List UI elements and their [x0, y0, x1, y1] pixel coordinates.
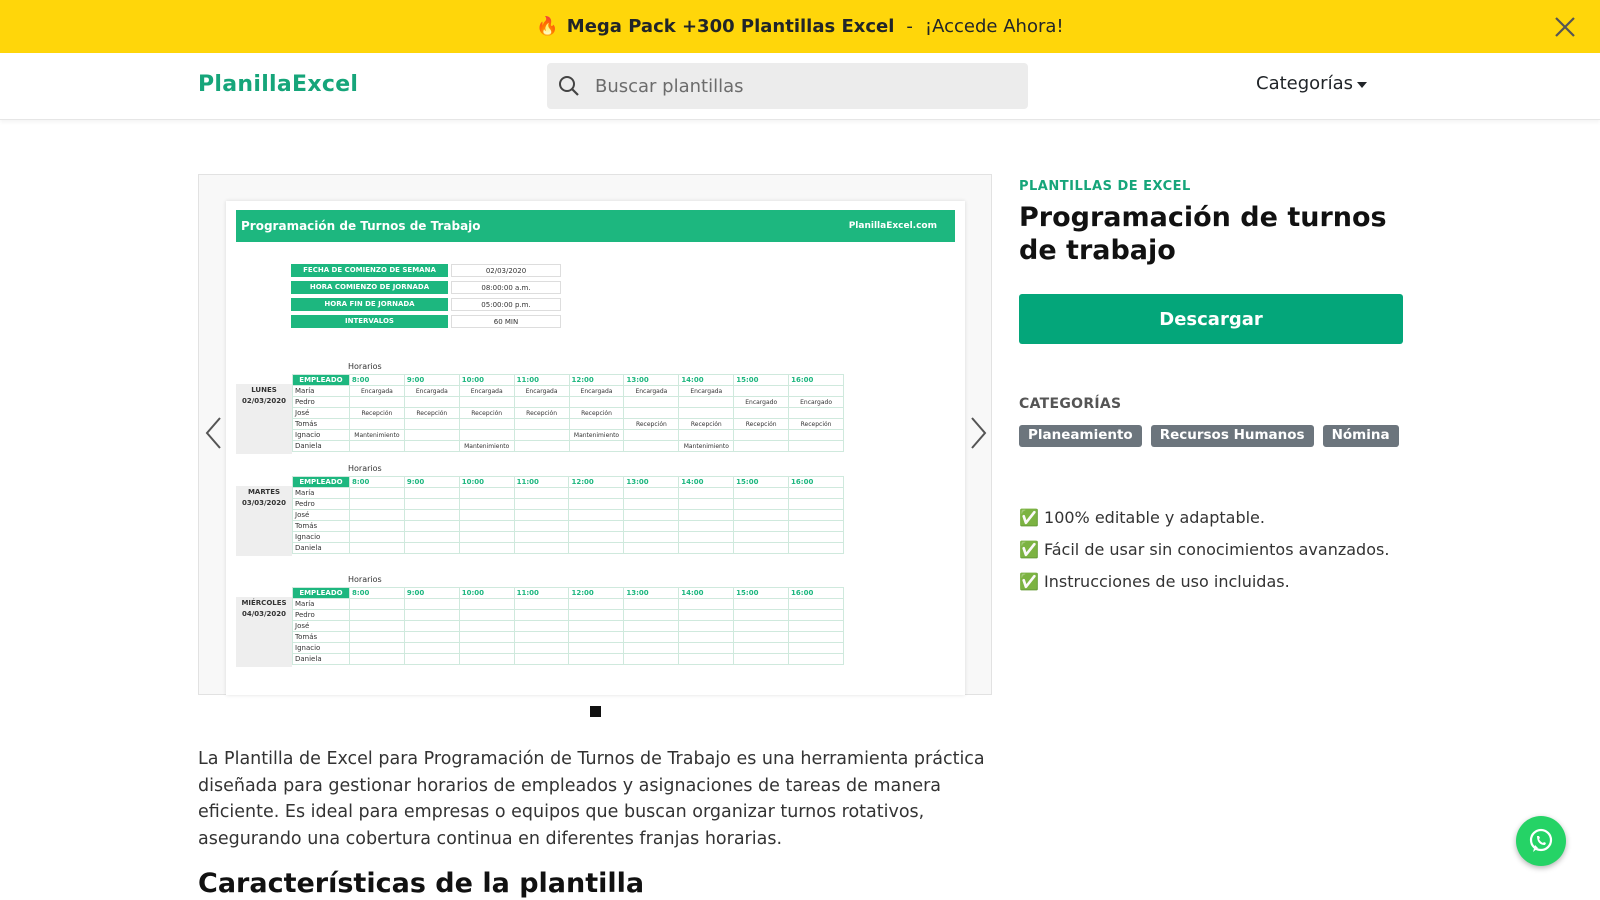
sheet-hour-header: 9:00	[404, 477, 459, 488]
sheet-cell	[624, 521, 679, 532]
sheet-cell	[734, 543, 789, 554]
sheet-cell	[679, 488, 734, 499]
sheet-cell	[349, 610, 404, 621]
sheet-hour-header: 11:00	[514, 477, 569, 488]
sheet-cell	[569, 488, 624, 499]
sheet-cell	[514, 643, 569, 654]
sheet-cell	[789, 488, 844, 499]
sheet-cell	[624, 654, 679, 665]
sheet-cell	[624, 621, 679, 632]
sheet-cell	[789, 610, 844, 621]
sheet-cell	[404, 499, 459, 510]
sheet-employee-name: Daniela	[293, 441, 350, 452]
sheet-cell	[734, 386, 789, 397]
sheet-cell	[734, 632, 789, 643]
sheet-cell	[624, 510, 679, 521]
sheet-cell	[514, 499, 569, 510]
sheet-cell	[789, 599, 844, 610]
sheet-hour-header: 9:00	[404, 375, 459, 386]
sheet-employee-name: Tomás	[293, 419, 350, 430]
sheet-cell	[734, 521, 789, 532]
sheet-cell	[624, 397, 679, 408]
sheet-cell	[404, 632, 459, 643]
sheet-cell	[459, 643, 514, 654]
feature-list	[1019, 508, 1389, 604]
sheet-schedule-table	[292, 587, 844, 665]
sheet-cell	[679, 632, 734, 643]
sheet-cell: Recepción	[679, 419, 734, 430]
sheet-cell: Mantenimiento	[349, 430, 404, 441]
sheet-horarios-label: Horarios	[348, 362, 382, 371]
sheet-cell	[789, 386, 844, 397]
sheet-employee-name: Daniela	[293, 543, 350, 554]
sheet-cell: Mantenimiento	[569, 430, 624, 441]
sheet-cell	[734, 610, 789, 621]
sheet-employee-name: José	[293, 408, 350, 419]
sheet-employee-header: EMPLEADO	[293, 588, 350, 599]
feature-item: ✅ Fácil de usar sin conocimientos avanzados.	[1019, 540, 1390, 559]
sheet-cell: Encargado	[789, 397, 844, 408]
sheet-hour-header: 13:00	[624, 588, 679, 599]
sheet-cell	[679, 643, 734, 654]
sheet-day-label	[236, 597, 292, 667]
sheet-cell	[514, 621, 569, 632]
sheet-cell	[404, 441, 459, 452]
sheet-hour-header: 16:00	[789, 588, 844, 599]
sheet-param-value: 02/03/2020	[451, 264, 561, 277]
sheet-cell	[679, 499, 734, 510]
sheet-cell	[459, 532, 514, 543]
sheet-cell	[514, 419, 569, 430]
sheet-cell: Recepción	[734, 419, 789, 430]
sheet-cell	[679, 599, 734, 610]
sheet-hour-header: 12:00	[569, 375, 624, 386]
sheet-hour-header: 10:00	[459, 588, 514, 599]
sheet-day-name: MIÉRCOLES	[241, 599, 287, 607]
sheet-cell	[679, 621, 734, 632]
sheet-cell: Encargada	[624, 386, 679, 397]
sheet-param-key: HORA COMIENZO DE JORNADA	[291, 281, 448, 294]
sheet-cell	[459, 654, 514, 665]
sheet-cell: Recepción	[459, 408, 514, 419]
sheet-cell	[459, 543, 514, 554]
sheet-hour-header: 8:00	[349, 375, 404, 386]
sheet-employee-name: José	[293, 621, 350, 632]
sheet-param-key: HORA FIN DE JORNADA	[291, 298, 448, 311]
sheet-cell	[514, 610, 569, 621]
sheet-hour-header: 11:00	[514, 375, 569, 386]
sheet-employee-header: EMPLEADO	[293, 375, 350, 386]
sheet-employee-name: Daniela	[293, 654, 350, 665]
sheet-cell	[679, 408, 734, 419]
sheet-hour-header: 12:00	[569, 588, 624, 599]
sheet-cell	[569, 543, 624, 554]
sheet-hour-header: 13:00	[624, 375, 679, 386]
sheet-day-date: 02/03/2020	[241, 397, 287, 405]
sheet-cell: Mantenimiento	[679, 441, 734, 452]
whatsapp-button[interactable]	[1516, 816, 1566, 866]
sheet-employee-header: EMPLEADO	[293, 477, 350, 488]
sheet-cell	[789, 430, 844, 441]
sheet-cell	[459, 499, 514, 510]
sheet-cell	[349, 488, 404, 499]
sheet-cell: Mantenimiento	[459, 441, 514, 452]
sheet-cell	[624, 430, 679, 441]
sheet-employee-name: José	[293, 510, 350, 521]
sheet-cell	[569, 599, 624, 610]
product-description: La Plantilla de Excel para Programación de Turnos de Trabajo es una herramienta práctica diseñada para gestionar horarios de empleados y asignaciones de tareas de manera eficiente. Es ideal para empresas o equipos que buscan organizar turnos rotativos, asegurando una cobertura continua en diferentes franjas horarias.	[198, 749, 985, 849]
sheet-cell	[679, 610, 734, 621]
sheet-cell	[624, 408, 679, 419]
product-kicker[interactable]: PLANTILLAS DE EXCEL	[1019, 179, 1191, 194]
sheet-cell	[734, 599, 789, 610]
sheet-cell	[624, 499, 679, 510]
sheet-schedule-table	[292, 374, 844, 452]
sheet-horarios-label: Horarios	[348, 464, 382, 473]
sheet-cell	[624, 632, 679, 643]
sheet-hour-header: 10:00	[459, 375, 514, 386]
sheet-cell	[404, 430, 459, 441]
sheet-cell	[514, 441, 569, 452]
sheet-employee-name: Pedro	[293, 397, 350, 408]
tag-planeamiento[interactable]: Planeamiento	[1019, 425, 1142, 447]
sheet-cell	[459, 610, 514, 621]
sheet-cell	[514, 397, 569, 408]
sheet-cell	[734, 643, 789, 654]
sheet-cell: Recepción	[569, 408, 624, 419]
sheet-cell	[514, 543, 569, 554]
sheet-cell	[789, 543, 844, 554]
sheet-hour-header: 11:00	[514, 588, 569, 599]
sheet-cell	[514, 430, 569, 441]
sheet-cell	[404, 654, 459, 665]
search-input[interactable]	[595, 76, 1015, 97]
sheet-cell	[734, 430, 789, 441]
sheet-cell	[624, 643, 679, 654]
sheet-cell	[459, 521, 514, 532]
sheet-cell	[569, 510, 624, 521]
sheet-cell	[734, 488, 789, 499]
sheet-horarios-label: Horarios	[348, 575, 382, 584]
sheet-cell	[459, 488, 514, 499]
download-button[interactable]: Descargar	[1019, 294, 1403, 344]
sheet-cell: Recepción	[404, 408, 459, 419]
sheet-cell	[349, 543, 404, 554]
sheet-cell	[679, 543, 734, 554]
sheet-employee-name: Ignacio	[293, 430, 350, 441]
sheet-cell	[789, 408, 844, 419]
template-preview-image	[226, 201, 965, 695]
sheet-employee-name: María	[293, 386, 350, 397]
sheet-day-date: 04/03/2020	[241, 610, 287, 618]
sheet-title: Programación de Turnos de Trabajo	[241, 219, 481, 233]
carousel-indicator[interactable]	[590, 706, 601, 717]
sheet-cell	[459, 510, 514, 521]
sheet-hour-header: 14:00	[679, 477, 734, 488]
sheet-cell	[404, 643, 459, 654]
sheet-cell	[679, 521, 734, 532]
sheet-cell	[569, 419, 624, 430]
tag-nomina[interactable]: Nómina	[1323, 425, 1399, 447]
sheet-cell: Recepción	[789, 419, 844, 430]
sheet-cell	[569, 532, 624, 543]
sheet-cell	[734, 408, 789, 419]
sheet-hour-header: 8:00	[349, 588, 404, 599]
sheet-cell	[789, 632, 844, 643]
sheet-cell	[404, 599, 459, 610]
sheet-hour-header: 16:00	[789, 477, 844, 488]
tag-recursos-humanos[interactable]: Recursos Humanos	[1151, 425, 1314, 447]
sheet-cell	[569, 643, 624, 654]
sheet-cell	[404, 621, 459, 632]
sheet-day-name: MARTES	[247, 488, 281, 496]
product-title: Programación de turnos de trabajo	[1019, 202, 1387, 266]
sheet-cell	[349, 599, 404, 610]
sheet-param-value: 60 MIN	[451, 315, 561, 328]
sheet-cell: Encargada	[349, 386, 404, 397]
sheet-cell	[624, 532, 679, 543]
sheet-employee-name: María	[293, 599, 350, 610]
feature-item: ✅ 100% editable y adaptable.	[1019, 508, 1265, 527]
sheet-cell	[679, 654, 734, 665]
categories-label: Categorías	[1256, 73, 1353, 94]
sheet-employee-name: Ignacio	[293, 643, 350, 654]
sheet-employee-name: Ignacio	[293, 532, 350, 543]
sheet-cell	[514, 521, 569, 532]
sheet-cell	[404, 419, 459, 430]
sheet-cell	[734, 654, 789, 665]
sheet-cell	[624, 599, 679, 610]
sheet-employee-name: Pedro	[293, 499, 350, 510]
sheet-title-bar	[236, 210, 955, 242]
image-gallery	[198, 174, 992, 695]
sheet-cell	[624, 610, 679, 621]
sheet-brand: PlanillaExcel.com	[848, 221, 937, 231]
sheet-cell	[404, 397, 459, 408]
sheet-hour-header: 8:00	[349, 477, 404, 488]
sheet-cell	[789, 521, 844, 532]
fire-icon: 🔥	[536, 16, 559, 37]
categories-dropdown[interactable]	[1256, 73, 1367, 94]
sheet-cell	[569, 654, 624, 665]
sheet-cell	[514, 654, 569, 665]
sheet-schedule-table	[292, 476, 844, 554]
sheet-cell	[569, 441, 624, 452]
sheet-cell	[349, 532, 404, 543]
sheet-cell	[349, 643, 404, 654]
sheet-cell	[404, 610, 459, 621]
sheet-cell	[569, 621, 624, 632]
sheet-cell: Recepción	[624, 419, 679, 430]
category-tags	[1019, 425, 1399, 447]
sheet-cell	[459, 430, 514, 441]
sheet-cell	[514, 632, 569, 643]
chevron-left-icon[interactable]	[204, 416, 224, 450]
sheet-cell	[349, 499, 404, 510]
sheet-cell	[789, 643, 844, 654]
sheet-cell: Encargada	[514, 386, 569, 397]
sheet-cell	[459, 419, 514, 430]
sheet-param-value: 05:00:00 p.m.	[451, 298, 561, 311]
sheet-cell	[569, 610, 624, 621]
sheet-day-label	[236, 384, 292, 454]
sheet-cell	[404, 521, 459, 532]
sheet-cell	[459, 397, 514, 408]
close-icon[interactable]	[1552, 14, 1578, 40]
sheet-cell: Encargada	[459, 386, 514, 397]
sheet-cell: Encargado	[734, 397, 789, 408]
sheet-hour-header: 14:00	[679, 588, 734, 599]
sheet-cell	[349, 419, 404, 430]
sheet-cell	[349, 654, 404, 665]
promo-separator: -	[906, 16, 913, 37]
sheet-employee-name: Tomás	[293, 632, 350, 643]
sheet-hour-header: 12:00	[569, 477, 624, 488]
sheet-cell	[514, 488, 569, 499]
sheet-cell	[789, 499, 844, 510]
sheet-cell	[734, 499, 789, 510]
sheet-cell	[404, 543, 459, 554]
sheet-cell: Recepción	[349, 408, 404, 419]
sheet-cell	[569, 499, 624, 510]
sheet-param-key: INTERVALOS	[291, 315, 448, 328]
caret-down-icon	[1357, 82, 1367, 88]
sheet-param-key: FECHA DE COMIENZO DE SEMANA	[291, 264, 448, 277]
sheet-cell	[789, 654, 844, 665]
search-icon[interactable]	[557, 74, 581, 98]
promo-banner[interactable]	[0, 0, 1600, 53]
sheet-cell	[789, 621, 844, 632]
chevron-right-icon[interactable]	[968, 416, 988, 450]
sheet-cell	[679, 397, 734, 408]
promo-text[interactable]: Mega Pack +300 Plantillas Excel	[566, 16, 895, 37]
sheet-cell: Encargada	[404, 386, 459, 397]
sheet-cell	[349, 510, 404, 521]
sheet-hour-header: 15:00	[734, 375, 789, 386]
sheet-day-label	[236, 486, 292, 556]
sheet-day-name: LUNES	[251, 386, 277, 394]
sheet-param-value: 08:00:00 a.m.	[451, 281, 561, 294]
sheet-cell	[514, 599, 569, 610]
sheet-cell	[789, 532, 844, 543]
sheet-employee-name: Pedro	[293, 610, 350, 621]
sheet-cell	[349, 397, 404, 408]
whatsapp-icon	[1526, 826, 1556, 856]
sheet-cell	[789, 441, 844, 452]
sheet-cell	[569, 397, 624, 408]
sheet-hour-header: 16:00	[789, 375, 844, 386]
sheet-cell	[349, 621, 404, 632]
sheet-hour-header: 13:00	[624, 477, 679, 488]
sheet-cell	[349, 521, 404, 532]
sheet-cell	[734, 621, 789, 632]
sheet-cell	[404, 510, 459, 521]
sheet-cell	[459, 621, 514, 632]
sheet-employee-name: Tomás	[293, 521, 350, 532]
sheet-cell: Recepción	[514, 408, 569, 419]
sheet-cell	[624, 543, 679, 554]
sheet-cell	[569, 632, 624, 643]
sheet-cell	[679, 430, 734, 441]
sheet-cell	[514, 510, 569, 521]
sheet-cell	[734, 510, 789, 521]
sheet-cell	[514, 532, 569, 543]
section-title: Características de la plantilla	[198, 868, 645, 899]
sheet-cell	[624, 488, 679, 499]
sheet-cell	[459, 632, 514, 643]
sheet-day-date: 03/03/2020	[241, 499, 287, 507]
sheet-hour-header: 14:00	[679, 375, 734, 386]
promo-cta[interactable]: ¡Accede Ahora!	[924, 16, 1064, 37]
feature-item: ✅ Instrucciones de uso incluidas.	[1019, 572, 1290, 591]
sheet-employee-name: María	[293, 488, 350, 499]
sheet-cell	[679, 532, 734, 543]
sheet-cell	[789, 510, 844, 521]
sheet-cell	[459, 599, 514, 610]
sheet-cell	[349, 441, 404, 452]
sheet-cell: Encargada	[569, 386, 624, 397]
sheet-hour-header: 9:00	[404, 588, 459, 599]
site-logo[interactable]: PlanillaExcel	[198, 72, 359, 97]
sheet-cell	[404, 488, 459, 499]
sheet-hour-header: 15:00	[734, 588, 789, 599]
sheet-cell	[734, 441, 789, 452]
sheet-cell	[734, 532, 789, 543]
sheet-cell	[569, 521, 624, 532]
sheet-cell	[679, 510, 734, 521]
sheet-cell	[624, 441, 679, 452]
sheet-cell	[349, 632, 404, 643]
sheet-hour-header: 15:00	[734, 477, 789, 488]
sheet-cell	[404, 532, 459, 543]
search-bar[interactable]	[547, 63, 1028, 109]
categories-heading: CATEGORÍAS	[1019, 396, 1122, 412]
sheet-cell: Encargada	[679, 386, 734, 397]
sheet-hour-header: 10:00	[459, 477, 514, 488]
site-header	[0, 53, 1600, 120]
